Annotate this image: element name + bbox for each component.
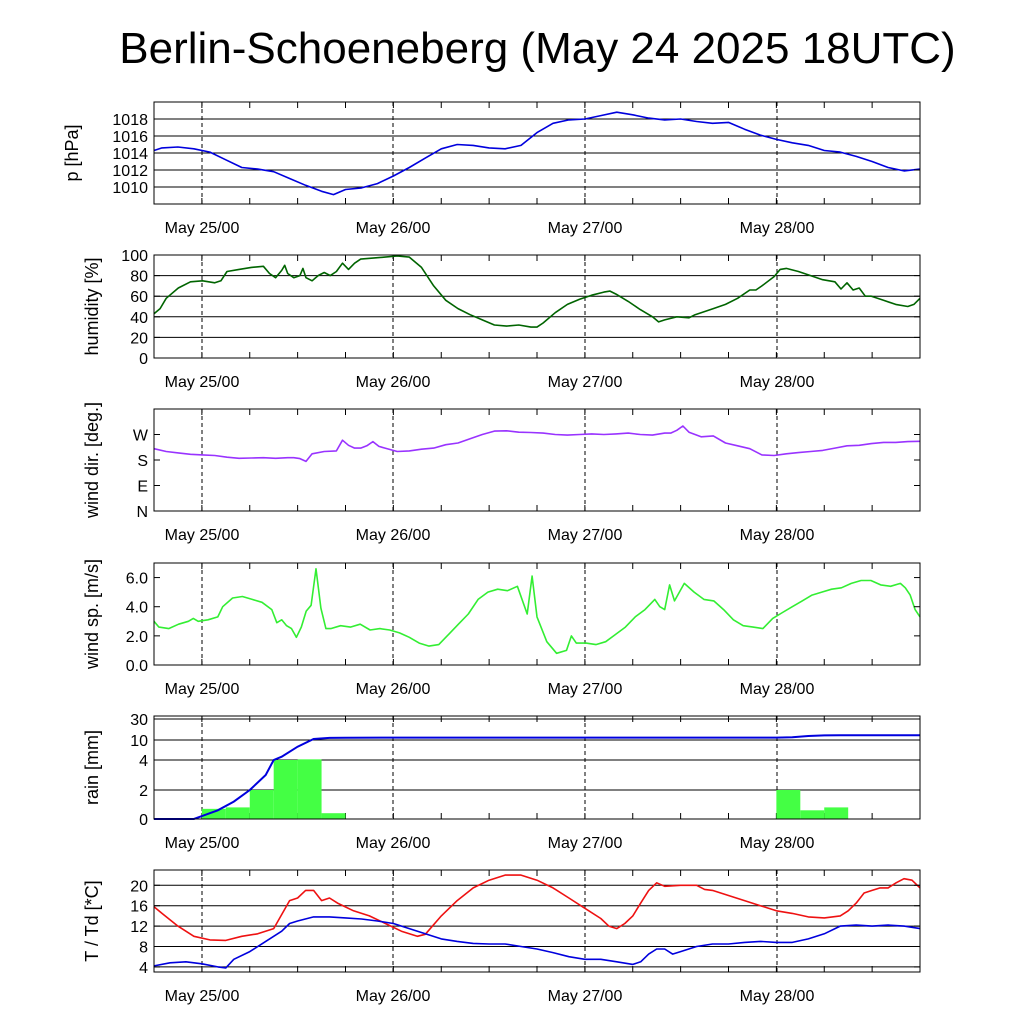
y-axis-label: rain [mm] <box>82 729 102 806</box>
y-tick-label: 10 <box>130 733 148 750</box>
x-tick-label: May 25/00 <box>164 835 240 852</box>
x-tick-label: May 28/00 <box>739 374 815 391</box>
x-tick-label: May 26/00 <box>355 835 431 852</box>
series-line-wind_dir <box>154 426 920 461</box>
y-tick-label: 30 <box>130 712 148 729</box>
x-tick-label: May 25/00 <box>164 374 240 391</box>
x-tick-label: May 27/00 <box>547 988 623 1005</box>
x-tick-label: May 28/00 <box>739 220 815 237</box>
chart-title: Berlin-Schoeneberg (May 24 2025 18UTC) <box>119 24 956 73</box>
y-tick-label: 8 <box>139 939 148 957</box>
x-tick-label: May 28/00 <box>739 835 815 852</box>
y-axis-label: wind sp. [m/s] <box>82 558 102 670</box>
y-tick-label: 80 <box>130 268 148 286</box>
rain-bar <box>824 807 848 819</box>
x-tick-label: May 28/00 <box>739 527 815 544</box>
y-tick-label: E <box>137 478 148 496</box>
y-tick-label: 4 <box>139 753 148 770</box>
x-tick-label: May 25/00 <box>164 220 240 237</box>
y-tick-label: 1016 <box>112 129 148 146</box>
y-tick-label: 1018 <box>112 112 148 129</box>
x-tick-label: May 27/00 <box>547 527 623 544</box>
x-tick-label: May 25/00 <box>164 681 240 698</box>
y-tick-label: 60 <box>130 289 148 307</box>
panel-3 <box>154 563 920 665</box>
x-tick-label: May 26/00 <box>355 527 431 544</box>
y-tick-label: 20 <box>130 878 148 896</box>
y-tick-label: W <box>132 427 148 445</box>
y-tick-label: 1014 <box>112 146 148 163</box>
rain-bar <box>776 790 800 819</box>
x-tick-label: May 28/00 <box>739 681 815 698</box>
y-tick-label: 0.0 <box>125 658 148 675</box>
y-tick-label: 20 <box>130 330 148 348</box>
y-tick-label: 4 <box>139 959 148 977</box>
y-tick-label: 1010 <box>112 180 148 197</box>
y-tick-label: S <box>137 453 148 470</box>
y-tick-label: 1012 <box>112 163 148 180</box>
rain-bar <box>800 810 824 819</box>
x-tick-label: May 26/00 <box>355 374 431 391</box>
y-axis-label: T / Td [*C] <box>82 880 102 962</box>
x-tick-label: May 28/00 <box>739 988 815 1005</box>
y-tick-label: 16 <box>130 898 148 916</box>
x-tick-label: May 25/00 <box>164 527 240 544</box>
x-tick-label: May 25/00 <box>164 988 240 1005</box>
rain-bar <box>322 813 346 819</box>
x-tick-label: May 27/00 <box>547 220 623 237</box>
panel-frame <box>154 409 920 511</box>
series-line-Td <box>154 917 920 968</box>
y-tick-label: 100 <box>121 248 148 265</box>
panel-5 <box>154 870 920 972</box>
y-axis-label: p [hPa] <box>62 124 82 182</box>
x-tick-label: May 27/00 <box>547 835 623 852</box>
panel-2 <box>154 409 920 511</box>
rain-bar <box>250 790 274 819</box>
rain-bar <box>274 760 298 819</box>
x-tick-label: May 26/00 <box>355 988 431 1005</box>
y-tick-label: 4.0 <box>125 599 148 617</box>
y-tick-label: 0 <box>139 351 148 368</box>
panel-frame <box>154 255 920 358</box>
panel-4 <box>154 716 920 819</box>
rain-bar <box>226 807 250 819</box>
y-axis-label: humidity [%] <box>82 257 102 356</box>
y-tick-label: 12 <box>130 919 148 937</box>
y-tick-label: 6.0 <box>125 570 148 588</box>
x-tick-label: May 26/00 <box>355 220 431 237</box>
series-line-wind_speed <box>154 569 920 654</box>
rain-bar <box>298 759 322 819</box>
panel-0 <box>154 102 920 204</box>
y-tick-label: 0 <box>139 812 148 829</box>
panel-1 <box>154 255 920 358</box>
x-tick-label: May 27/00 <box>547 374 623 391</box>
y-tick-label: 2.0 <box>125 628 148 646</box>
y-axis-label: wind dir. [deg.] <box>82 401 102 519</box>
y-tick-label: N <box>136 504 148 521</box>
x-tick-label: May 27/00 <box>547 681 623 698</box>
y-tick-label: 40 <box>130 309 148 327</box>
x-tick-label: May 26/00 <box>355 681 431 698</box>
y-tick-label: 2 <box>139 783 148 800</box>
